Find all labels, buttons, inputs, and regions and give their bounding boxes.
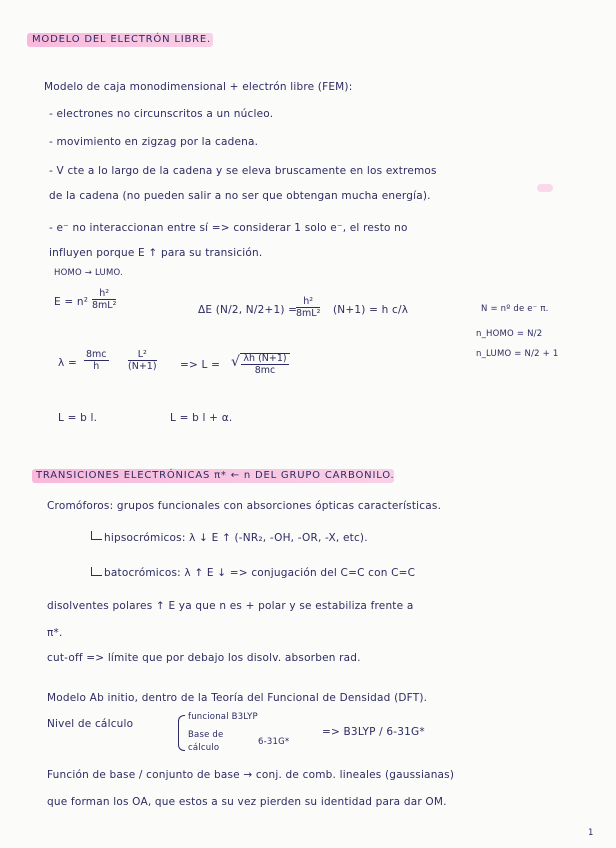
ab-initio-line: Modelo Ab initio, dentro de la Teoría del Funcional de Densidad (DFT). xyxy=(47,692,428,704)
solvents-line-2: π*. xyxy=(47,627,63,639)
lambda-eq-fraction-2 xyxy=(128,349,157,372)
n-lumo: n_LUMO = N/2 + 1 xyxy=(476,349,559,359)
lambda-eq-left: λ = xyxy=(58,357,77,369)
functional-line: funcional B3LYP xyxy=(188,712,258,722)
delta-e-denominator: 8mL² xyxy=(296,308,321,319)
energy-eq-denominator: 8mL² xyxy=(92,300,117,311)
energy-eq-numerator: h² xyxy=(92,288,116,300)
intro-line: Modelo de caja monodimensional + electrón libre (FEM): xyxy=(44,81,353,93)
length-eq-numerator: λh (N+1) xyxy=(241,353,289,365)
lambda-eq-denominator-1: h xyxy=(93,361,100,372)
length-eq-denominator: 8mc xyxy=(254,365,276,376)
hypsochromic-line: hipsocrómicos: λ ↓ E ↑ (-NR₂, -OH, -OR, -X, etc). xyxy=(104,532,368,544)
bullet-2: - movimiento en zigzag por la cadena. xyxy=(49,136,259,148)
calc-result: => B3LYP / 6-31G* xyxy=(322,726,425,738)
n-definition: N = nº de e⁻ π. xyxy=(481,304,549,314)
bullet-1: - electrones no circunscritos a un núcleo. xyxy=(49,108,274,120)
delta-e-left: ΔE (N/2, N/2+1) = xyxy=(198,304,298,316)
bathochromic-line: batocrómicos: λ ↑ E ↓ => conjugación del C=C con C=C xyxy=(104,567,416,579)
energy-eq-fraction xyxy=(92,288,116,311)
length-eq-1: L = b l. xyxy=(58,412,98,424)
pink-mark xyxy=(537,184,553,192)
lambda-eq-fraction-1 xyxy=(84,349,109,372)
bullet-3a: - V cte a lo largo de la cadena y se eleva bruscamente en los extremos xyxy=(49,165,437,177)
delta-e-right: (N+1) = h c/λ xyxy=(333,304,409,316)
n-homo: n_HOMO = N/2 xyxy=(476,329,543,339)
lambda-eq-numerator-2: L² xyxy=(128,349,157,361)
hook-arrow-icon xyxy=(91,531,102,540)
sqrt-icon: √ xyxy=(231,354,241,370)
heading-electronic-transitions: TRANSICIONES ELECTRÓNICAS π* ← n DEL GRUPO CARBONILO. xyxy=(36,470,395,481)
calc-level-label: Nivel de cálculo xyxy=(47,718,134,730)
basis-label-2: cálculo xyxy=(188,743,220,753)
heading-free-electron-model: MODELO DEL ELECTRÓN LIBRE. xyxy=(32,34,211,45)
page-number: 1 xyxy=(588,828,594,838)
basis-function-line-1: Función de base / conjunto de base → conj. de comb. lineales (gaussianas) xyxy=(47,769,455,781)
homo-lumo: HOMO → LUMO. xyxy=(54,268,123,278)
length-eq-arrow: => L = xyxy=(180,359,221,371)
energy-eq-left: E = n² xyxy=(54,296,89,308)
delta-e-numerator: h² xyxy=(296,296,320,308)
lambda-eq-denominator-2: (N+1) xyxy=(128,361,157,372)
delta-e-fraction xyxy=(296,296,320,319)
bullet-4a: - e⁻ no interaccionan entre sí => considerar 1 solo e⁻, el resto no xyxy=(49,222,408,234)
hook-arrow-icon xyxy=(91,567,102,576)
length-eq-2: L = b l + α. xyxy=(170,412,233,424)
bullet-4b: influyen porque E ↑ para su transición. xyxy=(49,247,263,259)
cutoff-line: cut-off => límite que por debajo los disolv. absorben rad. xyxy=(47,652,361,664)
chromophores-line: Cromóforos: grupos funcionales con absorciones ópticas características. xyxy=(47,500,442,512)
solvents-line-1: disolventes polares ↑ E ya que n es + polar y se estabiliza frente a xyxy=(47,600,414,612)
brace-icon xyxy=(178,715,185,751)
lambda-eq-numerator-1: 8mc xyxy=(86,349,107,360)
length-eq-fraction xyxy=(241,353,289,376)
basis-function-line-2: que forman los OA, que estos a su vez pierden su identidad para dar OM. xyxy=(47,796,447,808)
basis-value: 6-31G* xyxy=(258,737,290,747)
basis-label-1: Base de xyxy=(188,730,224,740)
bullet-3b: de la cadena (no pueden salir a no ser que obtengan mucha energía). xyxy=(49,190,431,202)
